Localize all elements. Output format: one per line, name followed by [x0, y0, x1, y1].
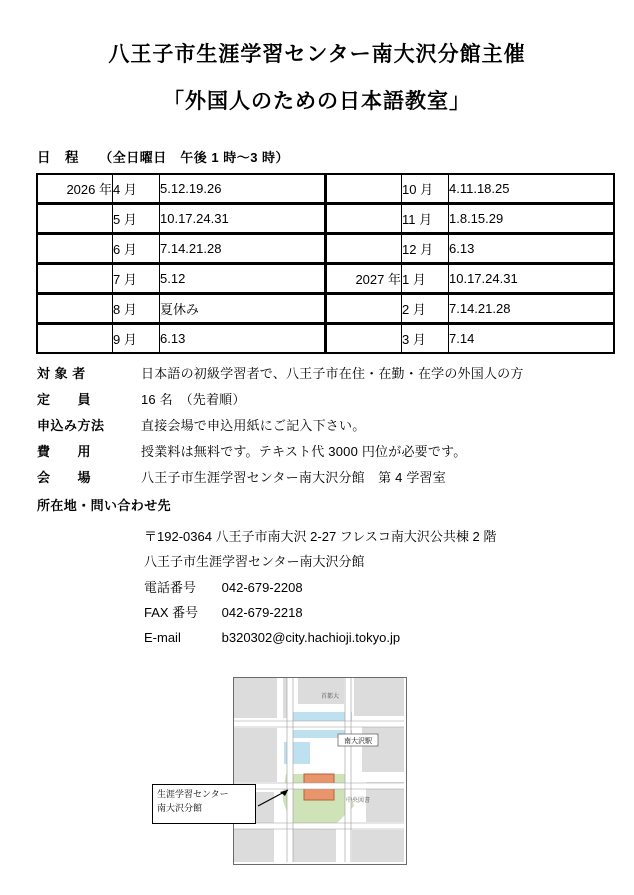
cell-year [38, 235, 113, 263]
address-org-line: 八王子市生涯学習センター南大沢分館 [144, 554, 365, 570]
address-block [144, 524, 604, 651]
table-row [37, 294, 615, 324]
table-row [37, 234, 615, 264]
inner-row [38, 325, 325, 353]
cell-days: 夏休み [160, 295, 325, 323]
cell-month: 3 月 [402, 325, 449, 353]
page-title-line-1: 八王子市生涯学習センター南大沢分館主催 [108, 43, 526, 66]
cell-month: 8 月 [113, 295, 160, 323]
map-label-2: 首都大 [320, 694, 340, 700]
inner-row [38, 265, 325, 293]
detail-value: 八王子市生涯学習センター南大沢分館 第 4 学習室 [141, 470, 446, 485]
inner-right [326, 174, 614, 203]
inner-row [38, 205, 325, 233]
cell-year [38, 325, 113, 353]
inner-row [327, 175, 614, 203]
cell-days: 7.14.21.28 [449, 295, 614, 323]
cell-days: 6.13 [449, 235, 614, 263]
details-list [37, 363, 604, 486]
cell-days: 5.12 [160, 265, 325, 293]
inner-left [37, 294, 325, 323]
page-title-line-2: 「外国人のための日本語教室」 [163, 90, 471, 113]
inner-left [37, 324, 325, 353]
callout-line-1: 生涯学習センター [157, 789, 229, 799]
cell-month: 11 月 [402, 205, 449, 233]
callout-arrow-icon [256, 786, 296, 810]
inner-row [327, 205, 614, 233]
cell-year: 2027 年 [327, 265, 402, 293]
inner-row [38, 235, 325, 263]
cell-year [327, 175, 402, 203]
address-postal-line: 〒192-0364 八王子市南大沢 2-27 フレスコ南大沢公共棟 2 階 [144, 529, 497, 544]
fax-label: FAX 番号 [144, 605, 199, 621]
schedule-heading-note: （全日曜日 午後 1 時～3 時） [99, 150, 290, 165]
detail-label: 対 象 者 [37, 366, 86, 381]
detail-row-target [37, 363, 604, 382]
inner-left [37, 204, 325, 233]
detail-value: 16 名 （先着順） [141, 392, 246, 407]
cell-days: 7.14.21.28 [160, 235, 325, 263]
inner-left [37, 234, 325, 263]
cell-days: 5.12.19.26 [160, 175, 325, 203]
table-row [37, 174, 615, 204]
table-row [37, 264, 615, 294]
schedule-table-body [37, 174, 615, 354]
detail-label: 申込み方法 [37, 418, 105, 433]
inner-left [37, 264, 325, 293]
inner-row [327, 235, 614, 263]
table-cell-right [326, 324, 615, 354]
detail-row-capacity [37, 389, 604, 408]
cell-month: 7 月 [113, 265, 160, 293]
detail-label: 会 場 [37, 470, 92, 485]
cell-month: 9 月 [113, 325, 160, 353]
schedule-table [36, 173, 615, 354]
address-fax-line [144, 600, 604, 625]
detail-label: 定 員 [37, 392, 92, 407]
cell-month: 5 月 [113, 205, 160, 233]
cell-month: 1 月 [402, 265, 449, 293]
inner-row [38, 175, 325, 203]
table-cell-right [326, 174, 615, 204]
tel-label: 電話番号 [144, 579, 197, 595]
cell-year [327, 295, 402, 323]
schedule-heading-label: 日 程 [37, 150, 79, 165]
table-cell-left [37, 234, 326, 264]
table-cell-left [37, 204, 326, 234]
table-cell-left [37, 264, 326, 294]
inner-row [327, 265, 614, 293]
callout-line-2: 南大沢分館 [157, 802, 203, 813]
map-label-3: 中央図書 [345, 798, 371, 804]
cell-days: 4.11.18.25 [449, 175, 614, 203]
cell-year [38, 295, 113, 323]
table-cell-right [326, 204, 615, 234]
table-cell-left [37, 324, 326, 354]
inner-row [38, 295, 325, 323]
cell-year [327, 205, 402, 233]
inner-right [326, 264, 614, 293]
cell-days: 10.17.24.31 [160, 205, 325, 233]
cell-month: 2 月 [402, 295, 449, 323]
cell-year [38, 205, 113, 233]
detail-value: 直接会場で申込用紙にご記入下さい。 [141, 418, 366, 433]
cell-year [327, 235, 402, 263]
cell-month: 6 月 [113, 235, 160, 263]
address-email-line [144, 625, 604, 650]
address-heading: 所在地・問い合わせ先 [37, 498, 172, 513]
cell-days: 10.17.24.31 [449, 265, 614, 293]
detail-label: 費 用 [37, 444, 92, 459]
table-row [37, 204, 615, 234]
cell-month: 12 月 [402, 235, 449, 263]
inner-row [327, 295, 614, 323]
detail-value: 日本語の初級学習者で、八王子市在住・在勤・在学の外国人の方 [141, 366, 524, 381]
fax-value: 042-679-2218 [221, 605, 303, 621]
inner-right [326, 234, 614, 263]
detail-row-application [37, 415, 604, 434]
cell-month: 4 月 [113, 175, 160, 203]
inner-right [326, 204, 614, 233]
table-cell-right [326, 294, 615, 324]
table-row [37, 324, 615, 354]
address-tel-line [144, 575, 604, 600]
table-cell-right [326, 234, 615, 264]
cell-year: 2026 年 [38, 175, 113, 203]
cell-days: 1.8.15.29 [449, 205, 614, 233]
cell-month: 10 月 [402, 175, 449, 203]
cell-year [38, 265, 113, 293]
map-callout-box [152, 784, 256, 824]
cell-year [327, 325, 402, 353]
inner-right [326, 294, 614, 323]
table-cell-right [326, 264, 615, 294]
detail-row-venue [37, 467, 604, 486]
table-cell-left [37, 174, 326, 204]
title-block [30, 0, 604, 112]
schedule-heading [37, 146, 604, 166]
inner-row [327, 325, 614, 353]
tel-value: 042-679-2208 [221, 579, 303, 595]
inner-right [326, 324, 614, 353]
detail-row-fee [37, 441, 604, 460]
email-value: b320302@city.hachioji.tokyo.jp [221, 630, 401, 646]
cell-days: 6.13 [160, 325, 325, 353]
map-station-label: 南大沢駅 [344, 738, 372, 745]
cell-days: 7.14 [449, 325, 614, 353]
map-graphic [234, 678, 404, 862]
inner-left [37, 174, 325, 203]
email-label: E-mail [144, 630, 181, 646]
table-cell-left [37, 294, 326, 324]
detail-value: 授業料は無料です。テキスト代 3000 円位が必要です。 [141, 444, 467, 459]
location-map [233, 677, 407, 865]
